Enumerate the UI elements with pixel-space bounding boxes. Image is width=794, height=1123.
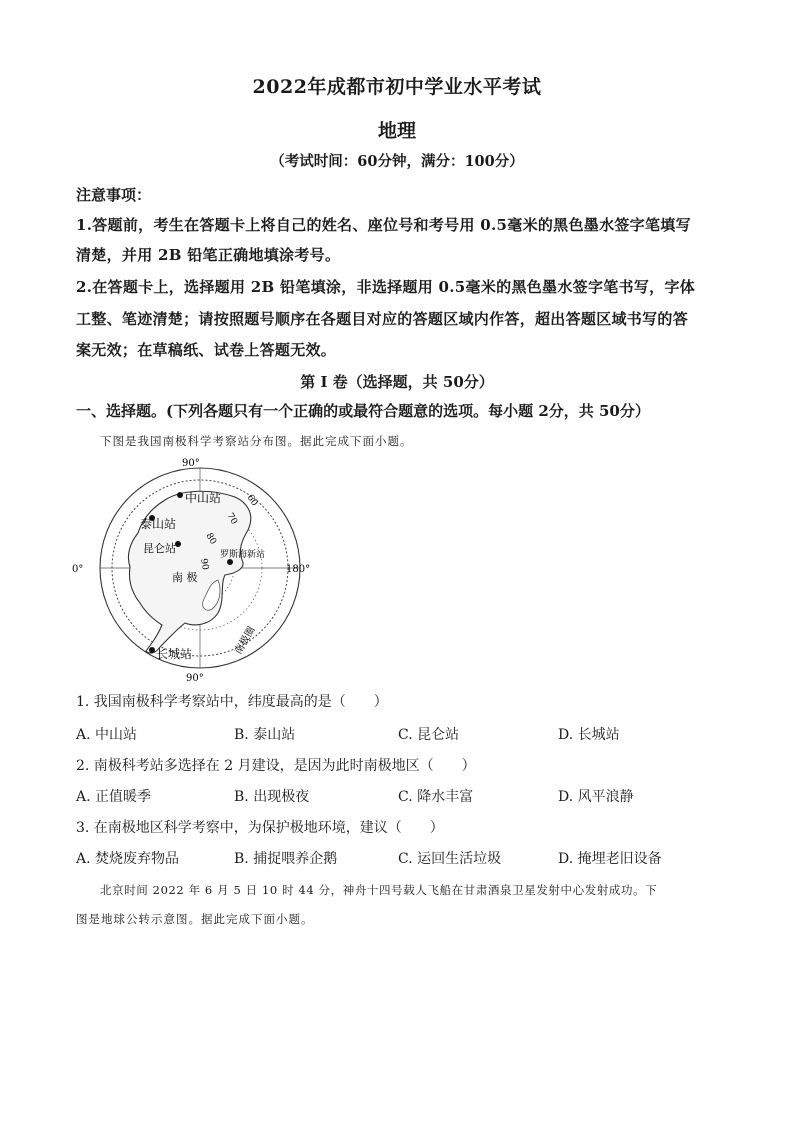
orbit-intro-line-2: 图是地球公转示意图。据此完成下面小题。 (76, 912, 314, 926)
section-title: 一、选择题。(下列各题只有一个正确的或最符合题意的选项。每小题 2分，共 50分） (76, 402, 650, 420)
changcheng-station-dot (149, 647, 155, 653)
label-luosi: 罗斯海新站 (220, 550, 266, 560)
antarctic-station-map (70, 455, 330, 685)
question-1-stem: 1. 我国南极科学考察站中，纬度最高的是（ ） (76, 694, 388, 710)
question-2-stem: 2. 南极科考站多选择在 2 月建设，是因为此时南极地区（ ） (76, 758, 476, 774)
orbit-intro-line-1: 北京时间 2022 年 6 月 5 日 10 时 44 分，神舟十四号载人飞船在甘肃酒泉卫星发射中心发射成功。下 (100, 883, 658, 897)
label-lat-70: 70 (224, 511, 239, 527)
note-line: 案无效；在草稿纸、试卷上答题无效。 (76, 341, 337, 359)
subject-title: 地理 (377, 120, 416, 142)
label-kunlun: 昆仑站 (143, 542, 176, 555)
q2-option-d[interactable]: D. 风平浪静 (558, 789, 634, 805)
label-lat-60: 60 (244, 492, 260, 509)
q1-option-b[interactable]: B. 泰山站 (234, 727, 296, 743)
note-line: 2.在答题卡上，选择题用 2B 铅笔填涂，非选择题用 0.5毫米的黑色墨水签字笔书写，字体 (76, 278, 696, 296)
q1-option-d[interactable]: D. 长城站 (558, 727, 620, 743)
note-line: 工整、笔迹清楚；请按照题号顺序在各题目对应的答题区域内作答，超出答题区域书写的答 (76, 310, 689, 328)
note-line: 清楚，并用 2B 铅笔正确地填涂考号。 (76, 246, 341, 264)
q1-option-c[interactable]: C. 昆仑站 (398, 727, 460, 743)
label-90-bottom: 90° (186, 673, 204, 684)
label-0: 0° (72, 564, 84, 575)
label-180: 180° (286, 564, 311, 575)
label-lat-80: 80 (203, 531, 218, 547)
part-title: 第 I 卷（选择题，共 50分） (300, 373, 494, 391)
notes-heading: 注意事项： (76, 186, 152, 204)
exam-title: 2022年成都市初中学业水平考试 (252, 76, 542, 98)
label-taishan: 泰山站 (140, 517, 177, 531)
label-changcheng: 长城站 (156, 647, 193, 661)
q2-option-b[interactable]: B. 出现极夜 (234, 789, 310, 805)
q3-option-a[interactable]: A. 焚烧废弃物品 (76, 851, 180, 867)
label-lat-90: 90 (198, 557, 210, 571)
label-south-pole: 南 极 (172, 571, 198, 584)
q2-option-a[interactable]: A. 正值暖季 (76, 789, 152, 805)
label-zhongshan: 中山站 (185, 491, 222, 505)
label-90-top: 90° (182, 458, 200, 469)
question-3-stem: 3. 在南极地区科学考察中，为保护极地环境，建议（ ） (76, 820, 444, 836)
map-intro: 下图是我国南极科学考察站分布图。据此完成下面小题。 (100, 434, 413, 448)
q3-option-c[interactable]: C. 运回生活垃圾 (398, 851, 502, 867)
label-antarctic-circle: 南极圈 (233, 625, 258, 657)
exam-time-info: （考试时间：60分钟，满分：100分） (270, 153, 524, 170)
zhongshan-station-dot (177, 492, 183, 498)
q2-option-c[interactable]: C. 降水丰富 (398, 789, 474, 805)
q3-option-d[interactable]: D. 掩埋老旧设备 (558, 851, 662, 867)
note-line: 1.答题前，考生在答题卡上将自己的姓名、座位号和考号用 0.5毫米的黑色墨水签字笔填写 (76, 216, 691, 234)
q3-option-b[interactable]: B. 捕捉喂养企鹅 (234, 851, 338, 867)
q1-option-a[interactable]: A. 中山站 (76, 727, 138, 743)
